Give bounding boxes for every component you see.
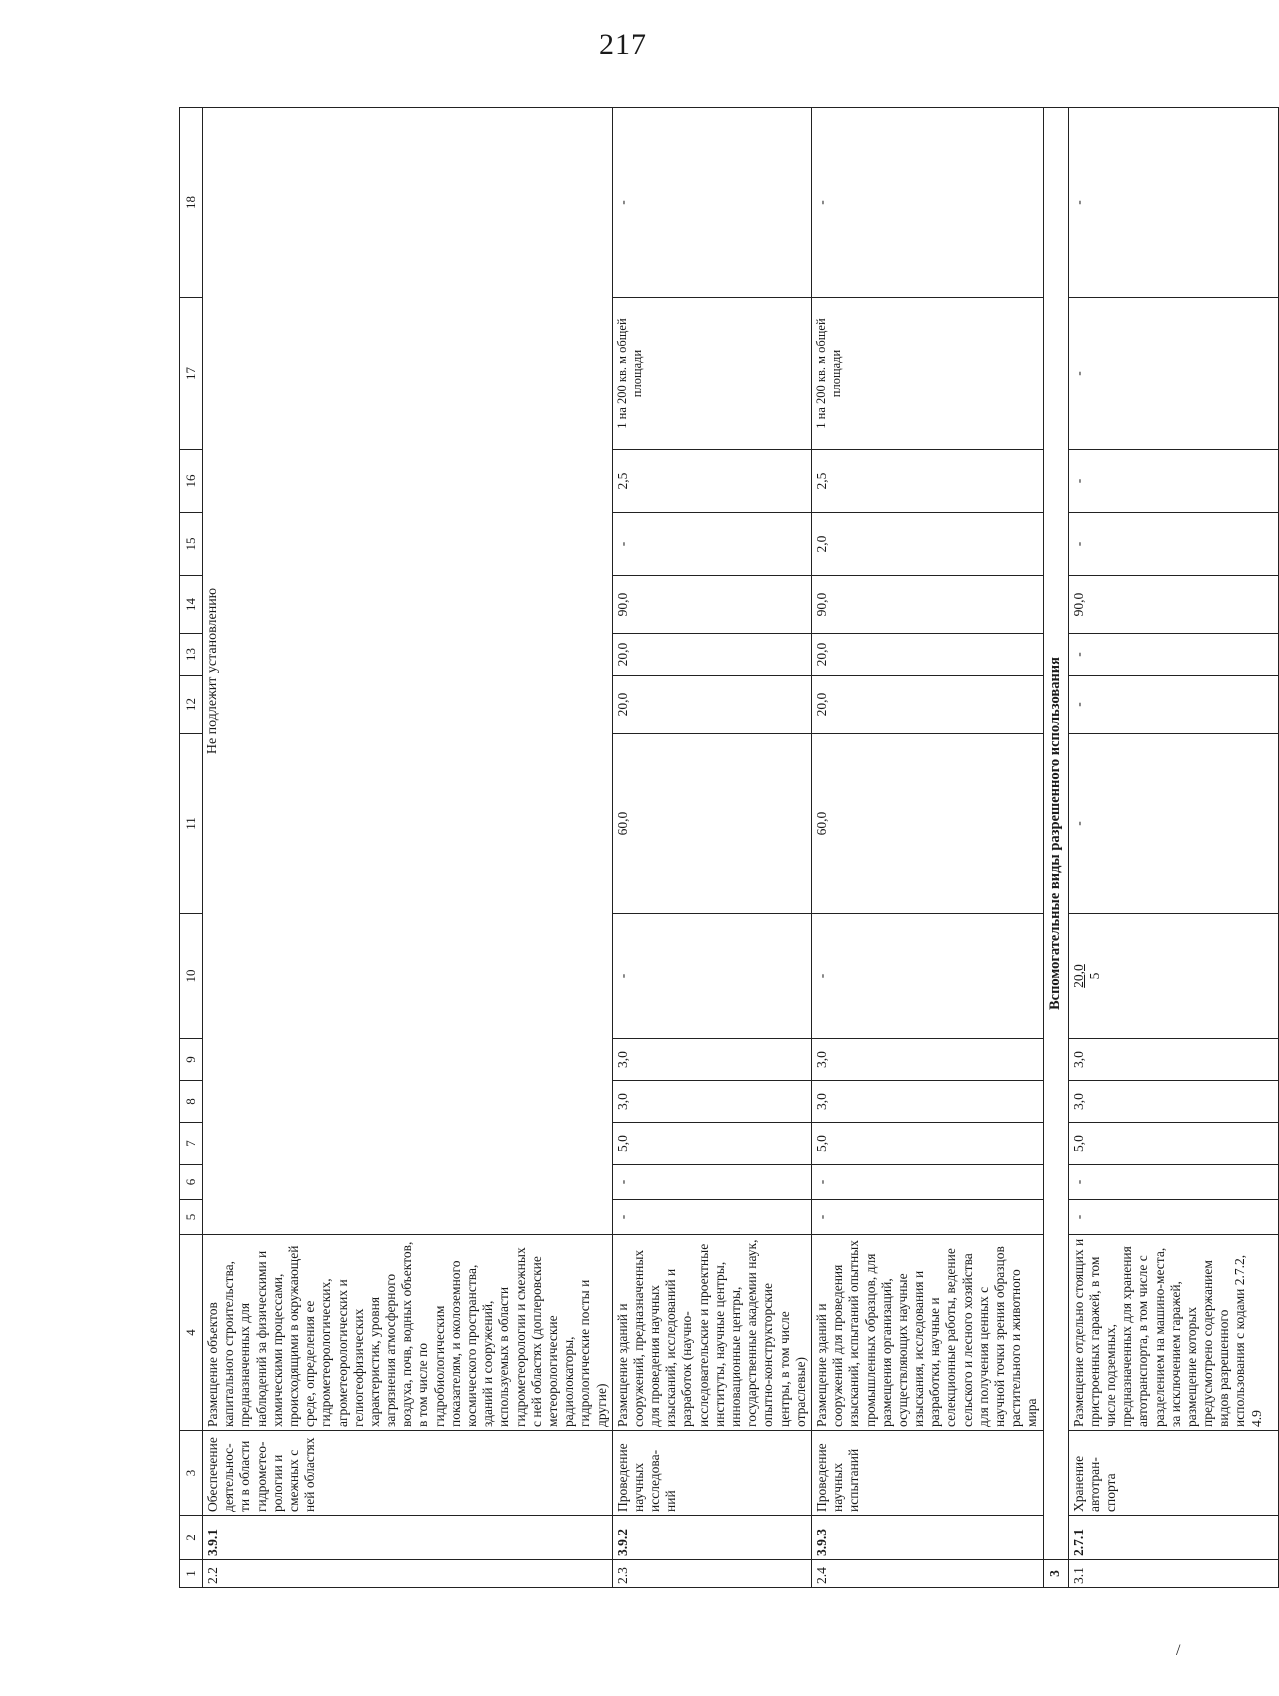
cell-7: 5,0 bbox=[612, 1123, 811, 1165]
cell-13: - bbox=[1068, 634, 1278, 676]
cell-16: 2,5 bbox=[811, 450, 1043, 513]
col-8: 8 bbox=[180, 1081, 203, 1123]
cell-12: 20,0 bbox=[811, 676, 1043, 734]
page-number: 217 bbox=[599, 28, 647, 61]
cell-17: 1 на 200 кв. м общей площади bbox=[811, 298, 1043, 450]
fraction-top: 20,0 bbox=[1070, 964, 1086, 988]
cell-16: - bbox=[1068, 450, 1278, 513]
cell-15: 2,0 bbox=[811, 513, 1043, 576]
row-name: Обеспечение деятельнос-ти в области гидрометео-рологии и смежных с ней областях bbox=[203, 1431, 613, 1516]
cell-9: 3,0 bbox=[612, 1039, 811, 1081]
section-number: 3 bbox=[1043, 1560, 1068, 1588]
cell-12: - bbox=[1068, 676, 1278, 734]
cell-14: 90,0 bbox=[612, 576, 811, 634]
cell-18: - bbox=[1068, 108, 1278, 298]
row-code: 2.7.1 bbox=[1068, 1516, 1278, 1560]
col-2: 2 bbox=[180, 1516, 203, 1560]
cell-6: - bbox=[612, 1165, 811, 1200]
row-number: 2.2 bbox=[203, 1560, 613, 1588]
col-7: 7 bbox=[180, 1123, 203, 1165]
row-name: Проведение научных испытаний bbox=[811, 1431, 1043, 1516]
col-18: 18 bbox=[180, 108, 203, 298]
not-applicable-note: Не подлежит установлению bbox=[203, 108, 613, 1235]
row-number: 2.4 bbox=[811, 1560, 1043, 1588]
col-15: 15 bbox=[180, 513, 203, 576]
row-code: 3.9.3 bbox=[811, 1516, 1043, 1560]
cell-10: - bbox=[811, 914, 1043, 1039]
cell-5: - bbox=[612, 1200, 811, 1235]
cell-11: - bbox=[1068, 734, 1278, 914]
cell-5: - bbox=[1068, 1200, 1278, 1235]
row-description: Размещение отдельно стоящих и пристроенных гаражей, в том числе подземных, предназначенных для хранения автотранспорта, в том числе с разделением на машино-места, за исключением гаражей, размещение которых предусмотрено содержанием видов разрешенного использования с кодами 2.7.2, 4.9 bbox=[1068, 1235, 1278, 1431]
cell-16: 2,5 bbox=[612, 450, 811, 513]
cell-8: 3,0 bbox=[811, 1081, 1043, 1123]
cell-14: 90,0 bbox=[811, 576, 1043, 634]
cell-6: - bbox=[1068, 1165, 1278, 1200]
row-name: Проведение научных исследова-ний bbox=[612, 1431, 811, 1516]
col-12: 12 bbox=[180, 676, 203, 734]
cell-13: 20,0 bbox=[811, 634, 1043, 676]
col-1: 1 bbox=[180, 1560, 203, 1588]
col-4: 4 bbox=[180, 1235, 203, 1431]
table-row bbox=[811, 108, 1043, 1588]
table-row bbox=[203, 108, 613, 1588]
cell-8: 3,0 bbox=[612, 1081, 811, 1123]
cell-11: 60,0 bbox=[811, 734, 1043, 914]
cell-18: - bbox=[811, 108, 1043, 298]
cell-18: - bbox=[612, 108, 811, 298]
cell-6: - bbox=[811, 1165, 1043, 1200]
regulations-table bbox=[179, 107, 1279, 1588]
table-row bbox=[1068, 108, 1278, 1588]
row-description: Размещение зданий и сооружений, предназначенных для проведения научных изысканий, исследований и разработок (научно-исследовательские и проектные институты, научные центры, инновационные центры, государственные академии наук, опытно-конструкторские центры, в том числе отраслевые) bbox=[612, 1235, 811, 1431]
col-17: 17 bbox=[180, 298, 203, 450]
cell-17: 1 на 200 кв. м общей площади bbox=[612, 298, 811, 450]
row-name: Хранение автотран-спорта bbox=[1068, 1431, 1278, 1516]
col-3: 3 bbox=[180, 1431, 203, 1516]
stray-mark: / bbox=[1176, 1642, 1181, 1659]
col-5: 5 bbox=[180, 1200, 203, 1235]
cell-17: - bbox=[1068, 298, 1278, 450]
cell-10: - bbox=[612, 914, 811, 1039]
row-number: 2.3 bbox=[612, 1560, 811, 1588]
cell-8: 3,0 bbox=[1068, 1081, 1278, 1123]
col-14: 14 bbox=[180, 576, 203, 634]
col-13: 13 bbox=[180, 634, 203, 676]
row-code: 3.9.1 bbox=[203, 1516, 613, 1560]
col-16: 16 bbox=[180, 450, 203, 513]
cell-7: 5,0 bbox=[1068, 1123, 1278, 1165]
row-description: Размещение объектов капитального строительства, предназначенных для наблюдений за физическими и химическими процессами, происходящими в окружающей среде, определения ее гидрометеорологических, агрометеорологических и гелиогеофизических характеристик, уровня загрязнения атмосферного воздуха, почв, водных объектов, в том числе по гидробиологическим показателям, и околоземного космического пространства, зданий и сооружений, используемых в области гидрометеорологии и смежных с ней областях (доплеровские метеорологические радиолокаторы, гидрологические посты и другие) bbox=[203, 1235, 613, 1431]
header-row bbox=[180, 108, 203, 1588]
cell-14: 90,0 bbox=[1068, 576, 1278, 634]
col-10: 10 bbox=[180, 914, 203, 1039]
cell-9: 3,0 bbox=[811, 1039, 1043, 1081]
section-title: Вспомогательные виды разрешенного использования bbox=[1043, 108, 1068, 1560]
col-11: 11 bbox=[180, 734, 203, 914]
row-description: Размещение зданий и сооружений для проведения изысканий, испытаний опытных промышленных образцов, для размещения организаций, осуществляющих научные изыскания, исследования и разработки, научные и селекционные работы, ведение сельского и лесного хозяйства для получения ценных с научной точки зрения образцов растительного и животного мира bbox=[811, 1235, 1043, 1431]
fraction-bottom: 5 bbox=[1086, 972, 1102, 980]
cell-9: 3,0 bbox=[1068, 1039, 1278, 1081]
cell-13: 20,0 bbox=[612, 634, 811, 676]
table-row bbox=[612, 108, 811, 1588]
cell-15: - bbox=[612, 513, 811, 576]
cell-7: 5,0 bbox=[811, 1123, 1043, 1165]
cell-5: - bbox=[811, 1200, 1043, 1235]
rotated-table-frame bbox=[179, 108, 1264, 1588]
row-code: 3.9.2 bbox=[612, 1516, 811, 1560]
cell-10-fraction bbox=[1068, 914, 1278, 1039]
col-9: 9 bbox=[180, 1039, 203, 1081]
row-number: 3.1 bbox=[1068, 1560, 1278, 1588]
cell-11: 60,0 bbox=[612, 734, 811, 914]
cell-12: 20,0 bbox=[612, 676, 811, 734]
cell-15: - bbox=[1068, 513, 1278, 576]
section-row bbox=[1043, 108, 1068, 1588]
col-6: 6 bbox=[180, 1165, 203, 1200]
